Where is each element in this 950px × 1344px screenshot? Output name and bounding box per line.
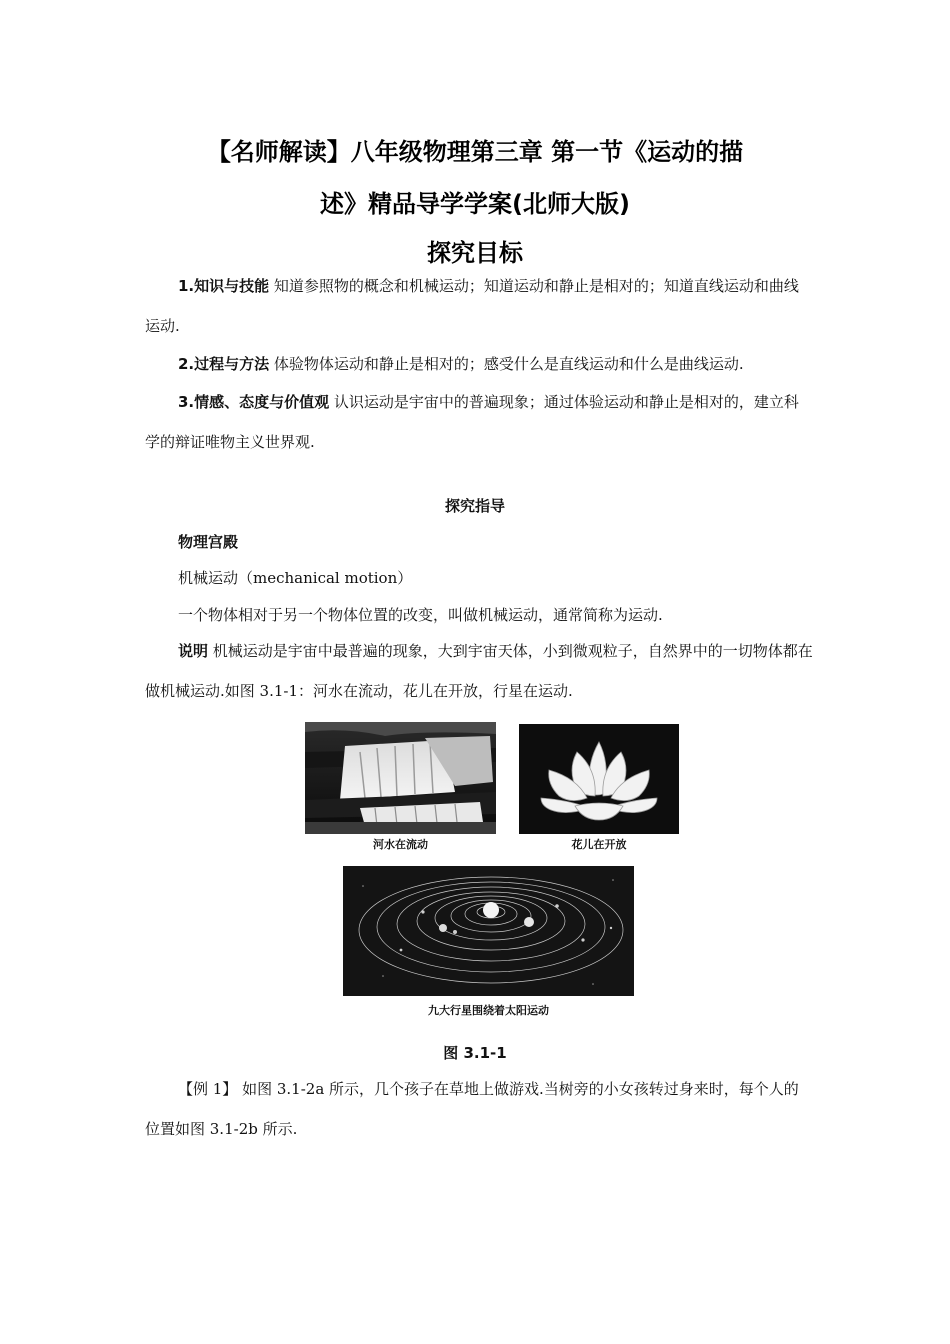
- note-text: 机械运动是宇宙中最普遍的现象，大到宇宙天体，小到微观粒子，自然界中的一切物体都在做机械运动.如图 3.1-1：河水在流动，花儿在开放，行星在运动.: [145, 642, 813, 700]
- caption-flower: 花儿在开放: [571, 838, 627, 851]
- goal-1: [145, 266, 813, 346]
- note-label: 说明: [178, 642, 209, 660]
- goal-2-text: 体验物体运动和静止是相对的；感受什么是直线运动和什么是曲线运动.: [269, 355, 744, 373]
- lotus-photo: [519, 724, 679, 834]
- figure-label: 图 3.1-1: [443, 1044, 507, 1062]
- goal-2-label: 2.过程与方法: [178, 355, 270, 373]
- solar-system-photo: [343, 866, 634, 996]
- goal-1-label: 1.知识与技能: [178, 277, 270, 295]
- definition-text: 一个物体相对于另一个物体位置的改变，叫做机械运动，通常简称为运动.: [178, 606, 663, 624]
- doc-title-line2: 述》精品导学学案(北师大版): [320, 190, 630, 218]
- guide-heading: 探究指导: [444, 497, 505, 515]
- section-label: 物理宫殿: [178, 533, 239, 551]
- section-title-goals: 探究目标: [427, 239, 523, 267]
- caption-water: 河水在流动: [373, 838, 428, 851]
- term-mechanical-motion: 机械运动（mechanical motion）: [178, 569, 413, 587]
- goal-1-text: 知道参照物的概念和机械运动；知道运动和静止是相对的；知道直线运动和曲线运动.: [145, 277, 799, 335]
- waterfall-photo: [305, 722, 496, 834]
- note-paragraph: [145, 631, 813, 711]
- doc-title-line1: 【名师解读】八年级物理第三章 第一节《运动的描: [206, 138, 744, 166]
- example-label: 【例 1】: [178, 1080, 238, 1098]
- section-physics-palace: [145, 522, 813, 562]
- goal-2: [145, 344, 813, 384]
- caption-planets: 九大行星围绕着太阳运动: [428, 1004, 549, 1017]
- goal-3: [145, 382, 813, 462]
- example-1: [145, 1069, 813, 1149]
- example-text: 如图 3.1-2a 所示，几个孩子在草地上做游戏.当树旁的小女孩转过身来时，每个人的位置如图 3.1-2b 所示.: [145, 1080, 799, 1138]
- goal-3-label: 3.情感、态度与价值观: [178, 393, 330, 411]
- goal-3-text: 认识运动是宇宙中的普遍现象；通过体验运动和静止是相对的，建立科学的辩证唯物主义世界观.: [145, 393, 799, 451]
